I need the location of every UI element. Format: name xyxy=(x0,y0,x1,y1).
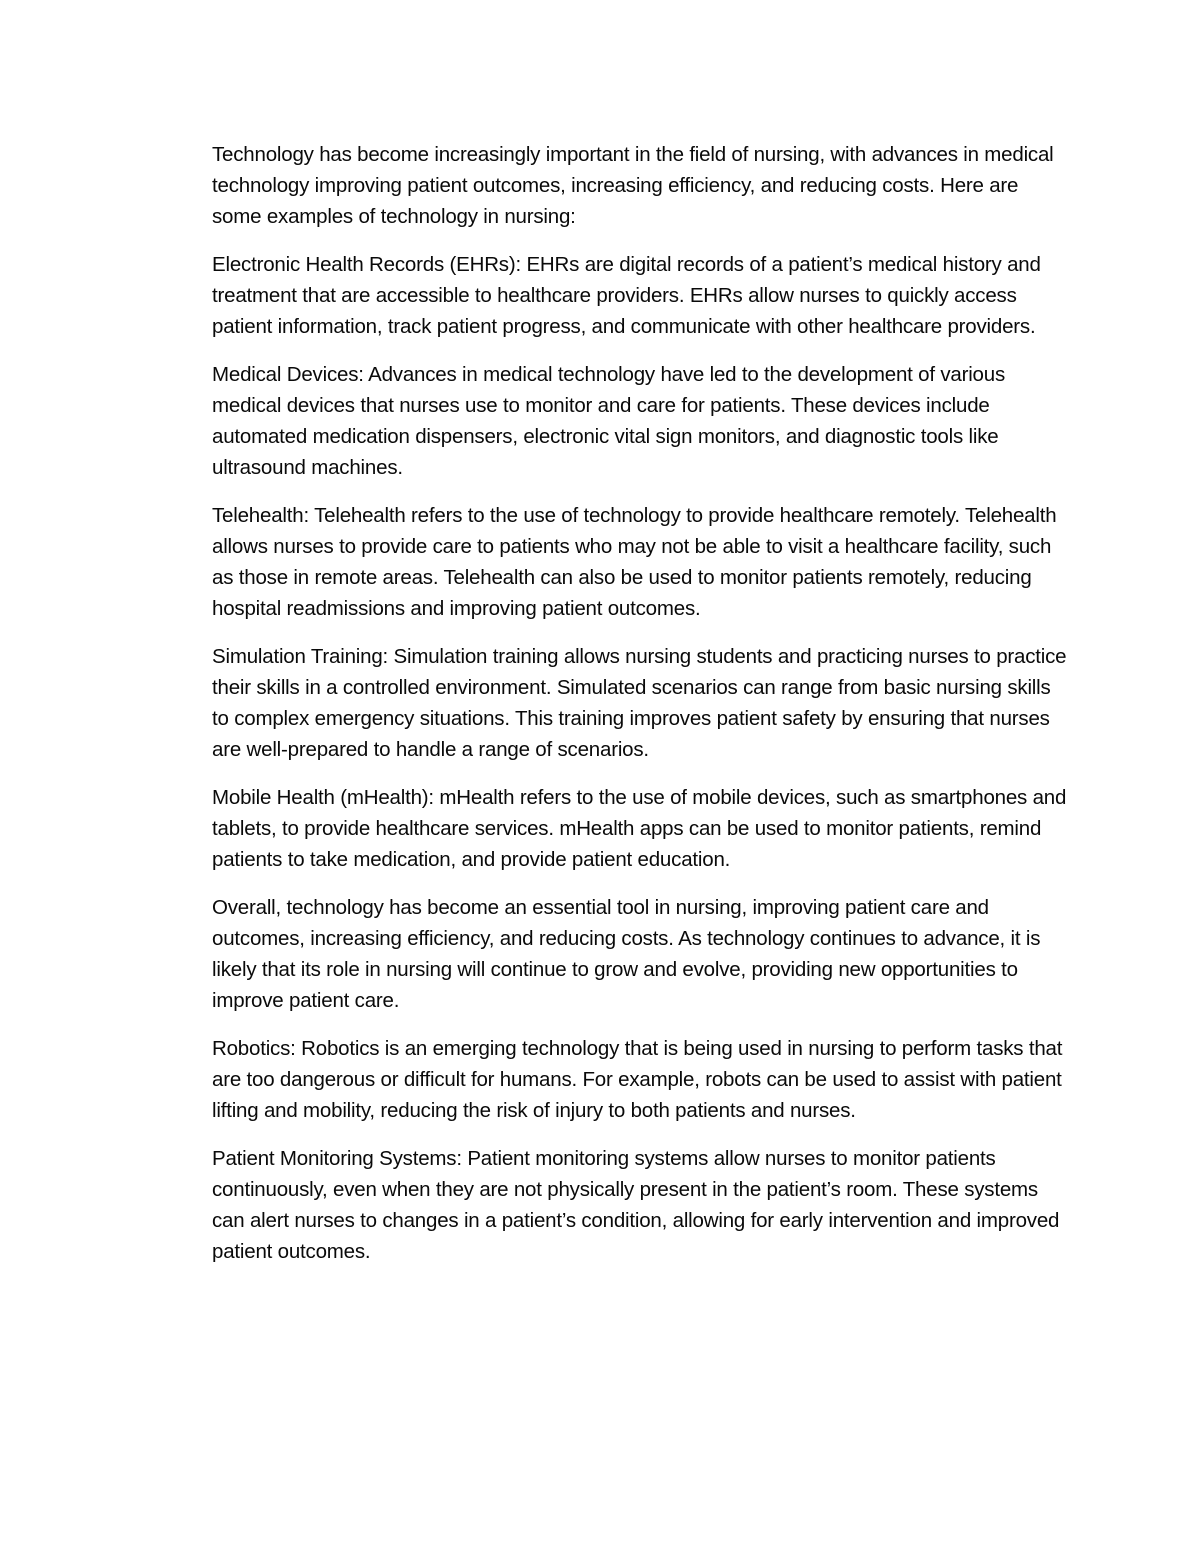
paragraph-simulation-training: Simulation Training: Simulation training allows nursing students and practicing nurses to practice their skills in a controlled environment. Simulated scenarios can range from basic nursing skills to complex emergency situations. This training improves patient safety by ensuring that nurses are well-prepared to handle a range of scenarios. xyxy=(212,645,1067,761)
document-body xyxy=(212,139,1072,1284)
paragraph-intro: Technology has become increasingly important in the field of nursing, with advances in medical technology improving patient outcomes, increasing efficiency, and reducing costs. Here are some examples of technology in nursing: xyxy=(212,143,1054,228)
paragraph-telehealth: Telehealth: Telehealth refers to the use of technology to provide healthcare remotely. Telehealth allows nurses to provide care to patients who may not be able to visit a healthcare facility, such as those in remote areas. Telehealth can also be used to monitor patients remotely, reducing hospital readmissions and improving patient outcomes. xyxy=(212,504,1057,620)
paragraph-mobile-health: Mobile Health (mHealth): mHealth refers to the use of mobile devices, such as smartphones and tablets, to provide healthcare services. mHealth apps can be used to monitor patients, remind patients to take medication, and provide patient education. xyxy=(212,786,1067,871)
paragraph-medical-devices: Medical Devices: Advances in medical technology have led to the development of various medical devices that nurses use to monitor and care for patients. These devices include automated medication dispensers, electronic vital sign monitors, and diagnostic tools like ultrasound machines. xyxy=(212,363,1006,479)
paragraph-patient-monitoring: Patient Monitoring Systems: Patient monitoring systems allow nurses to monitor patients continuously, even when they are not physically present in the patient’s room. These systems can alert nurses to changes in a patient’s condition, allowing for early intervention and improved patient outcomes. xyxy=(212,1147,1060,1263)
paragraph-overall: Overall, technology has become an essential tool in nursing, improving patient care and outcomes, increasing efficiency, and reducing costs. As technology continues to advance, it is likely that its role in nursing will continue to grow and evolve, providing new opportunities to improve patient care. xyxy=(212,896,1041,1012)
paragraph-ehrs: Electronic Health Records (EHRs): EHRs are digital records of a patient’s medical history and treatment that are accessible to healthcare providers. EHRs allow nurses to quickly access patient information, track patient progress, and communicate with other healthcare providers. xyxy=(212,253,1041,338)
paragraph-robotics: Robotics: Robotics is an emerging technology that is being used in nursing to perform tasks that are too dangerous or difficult for humans. For example, robots can be used to assist with patient lifting and mobility, reducing the risk of injury to both patients and nurses. xyxy=(212,1037,1063,1122)
